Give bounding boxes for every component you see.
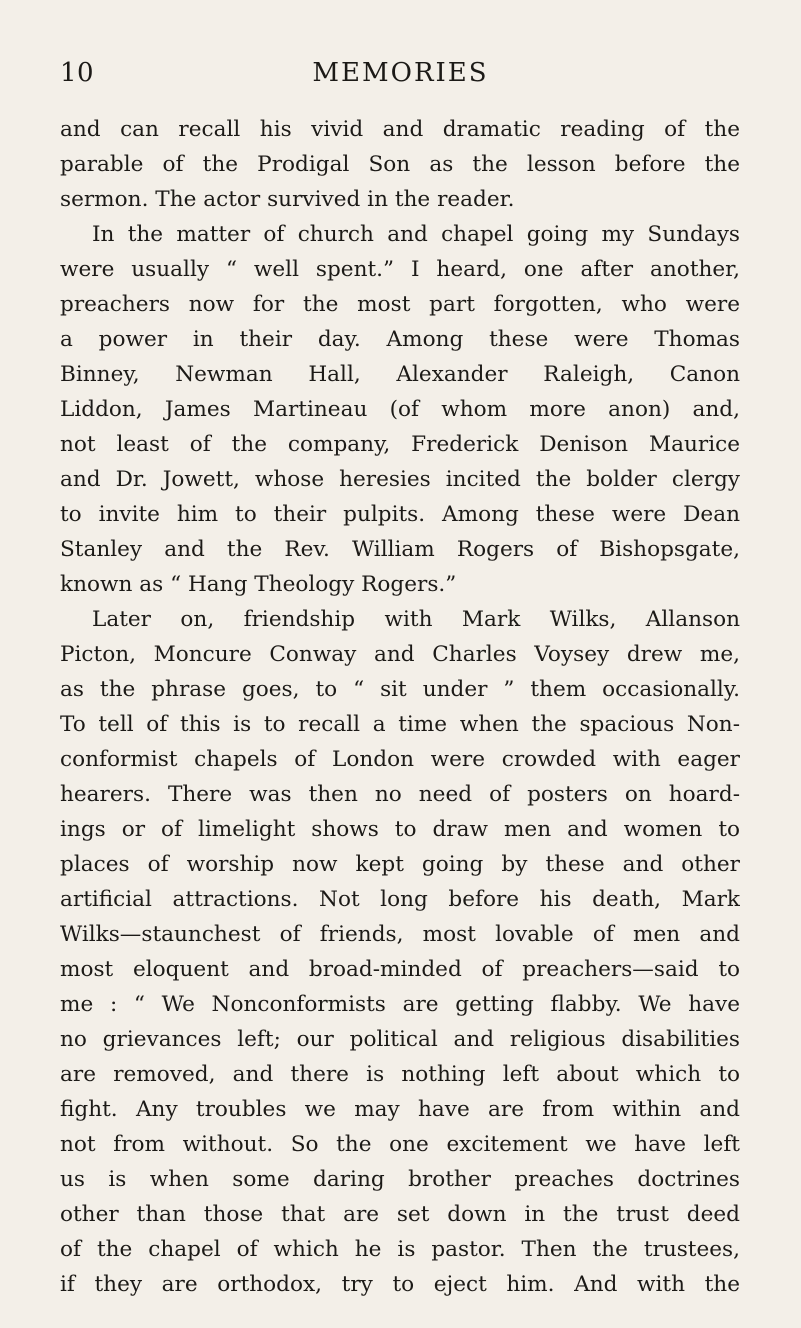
- text-line: conformist chapels of London were crowded with eager: [60, 747, 740, 772]
- text-line: if they are orthodox, try to eject him. And with the: [60, 1272, 740, 1297]
- text-line: us is when some daring brother preaches doctrines: [60, 1167, 740, 1192]
- text-line: most eloquent and broad-minded of preachers—said to: [60, 957, 740, 982]
- text-line: and can recall his vivid and dramatic reading of the: [60, 117, 740, 142]
- page-number: 10: [60, 58, 95, 88]
- text-line: no grievances left; our political and religious disabilities: [60, 1027, 740, 1052]
- text-line-paragraph-end: known as “ Hang Theology Rogers.”: [60, 572, 457, 597]
- text-line: To tell of this is to recall a time when the spacious Non-: [60, 712, 740, 737]
- text-line: Wilks—staunchest of friends, most lovable of men and: [60, 922, 740, 947]
- text-line: of the chapel of which he is pastor. Then the trustees,: [60, 1237, 740, 1262]
- text-line-paragraph-start: Later on, friendship with Mark Wilks, Allanson: [92, 607, 740, 632]
- text-line: Liddon, James Martineau (of whom more anon) and,: [60, 397, 740, 422]
- text-line: were usually “ well spent.” I heard, one after another,: [60, 257, 740, 282]
- text-line: other than those that are set down in the trust deed: [60, 1202, 740, 1227]
- text-line: not from without. So the one excitement we have left: [60, 1132, 740, 1157]
- text-line: as the phrase goes, to “ sit under ” them occasionally.: [60, 677, 740, 702]
- text-line: parable of the Prodigal Son as the lesson before the: [60, 152, 740, 177]
- page-header: [60, 58, 741, 98]
- text-line: me : “ We Nonconformists are getting flabby. We have: [60, 992, 740, 1017]
- text-line: places of worship now kept going by these and other: [60, 852, 740, 877]
- text-line: a power in their day. Among these were Thomas: [60, 327, 740, 352]
- text-line: and Dr. Jowett, whose heresies incited the bolder clergy: [60, 467, 740, 492]
- body-text: [60, 112, 740, 1302]
- text-line: are removed, and there is nothing left about which to: [60, 1062, 740, 1087]
- text-line: Stanley and the Rev. William Rogers of Bishopsgate,: [60, 537, 740, 562]
- text-line: ings or of limelight shows to draw men and women to: [60, 817, 740, 842]
- text-line: to invite him to their pulpits. Among these were Dean: [60, 502, 740, 527]
- text-line-paragraph-end: sermon. The actor survived in the reader.: [60, 187, 515, 212]
- text-line: artificial attractions. Not long before his death, Mark: [60, 887, 740, 912]
- text-line: Picton, Moncure Conway and Charles Voysey drew me,: [60, 642, 740, 667]
- running-head: MEMORIES: [312, 58, 489, 88]
- text-line: hearers. There was then no need of posters on hoard-: [60, 782, 740, 807]
- text-line: preachers now for the most part forgotten, who were: [60, 292, 740, 317]
- text-line: not least of the company, Frederick Denison Maurice: [60, 432, 740, 457]
- text-line-paragraph-start: In the matter of church and chapel going my Sundays: [92, 222, 740, 247]
- text-line: fight. Any troubles we may have are from within and: [60, 1097, 740, 1122]
- text-line: Binney, Newman Hall, Alexander Raleigh, Canon: [60, 362, 740, 387]
